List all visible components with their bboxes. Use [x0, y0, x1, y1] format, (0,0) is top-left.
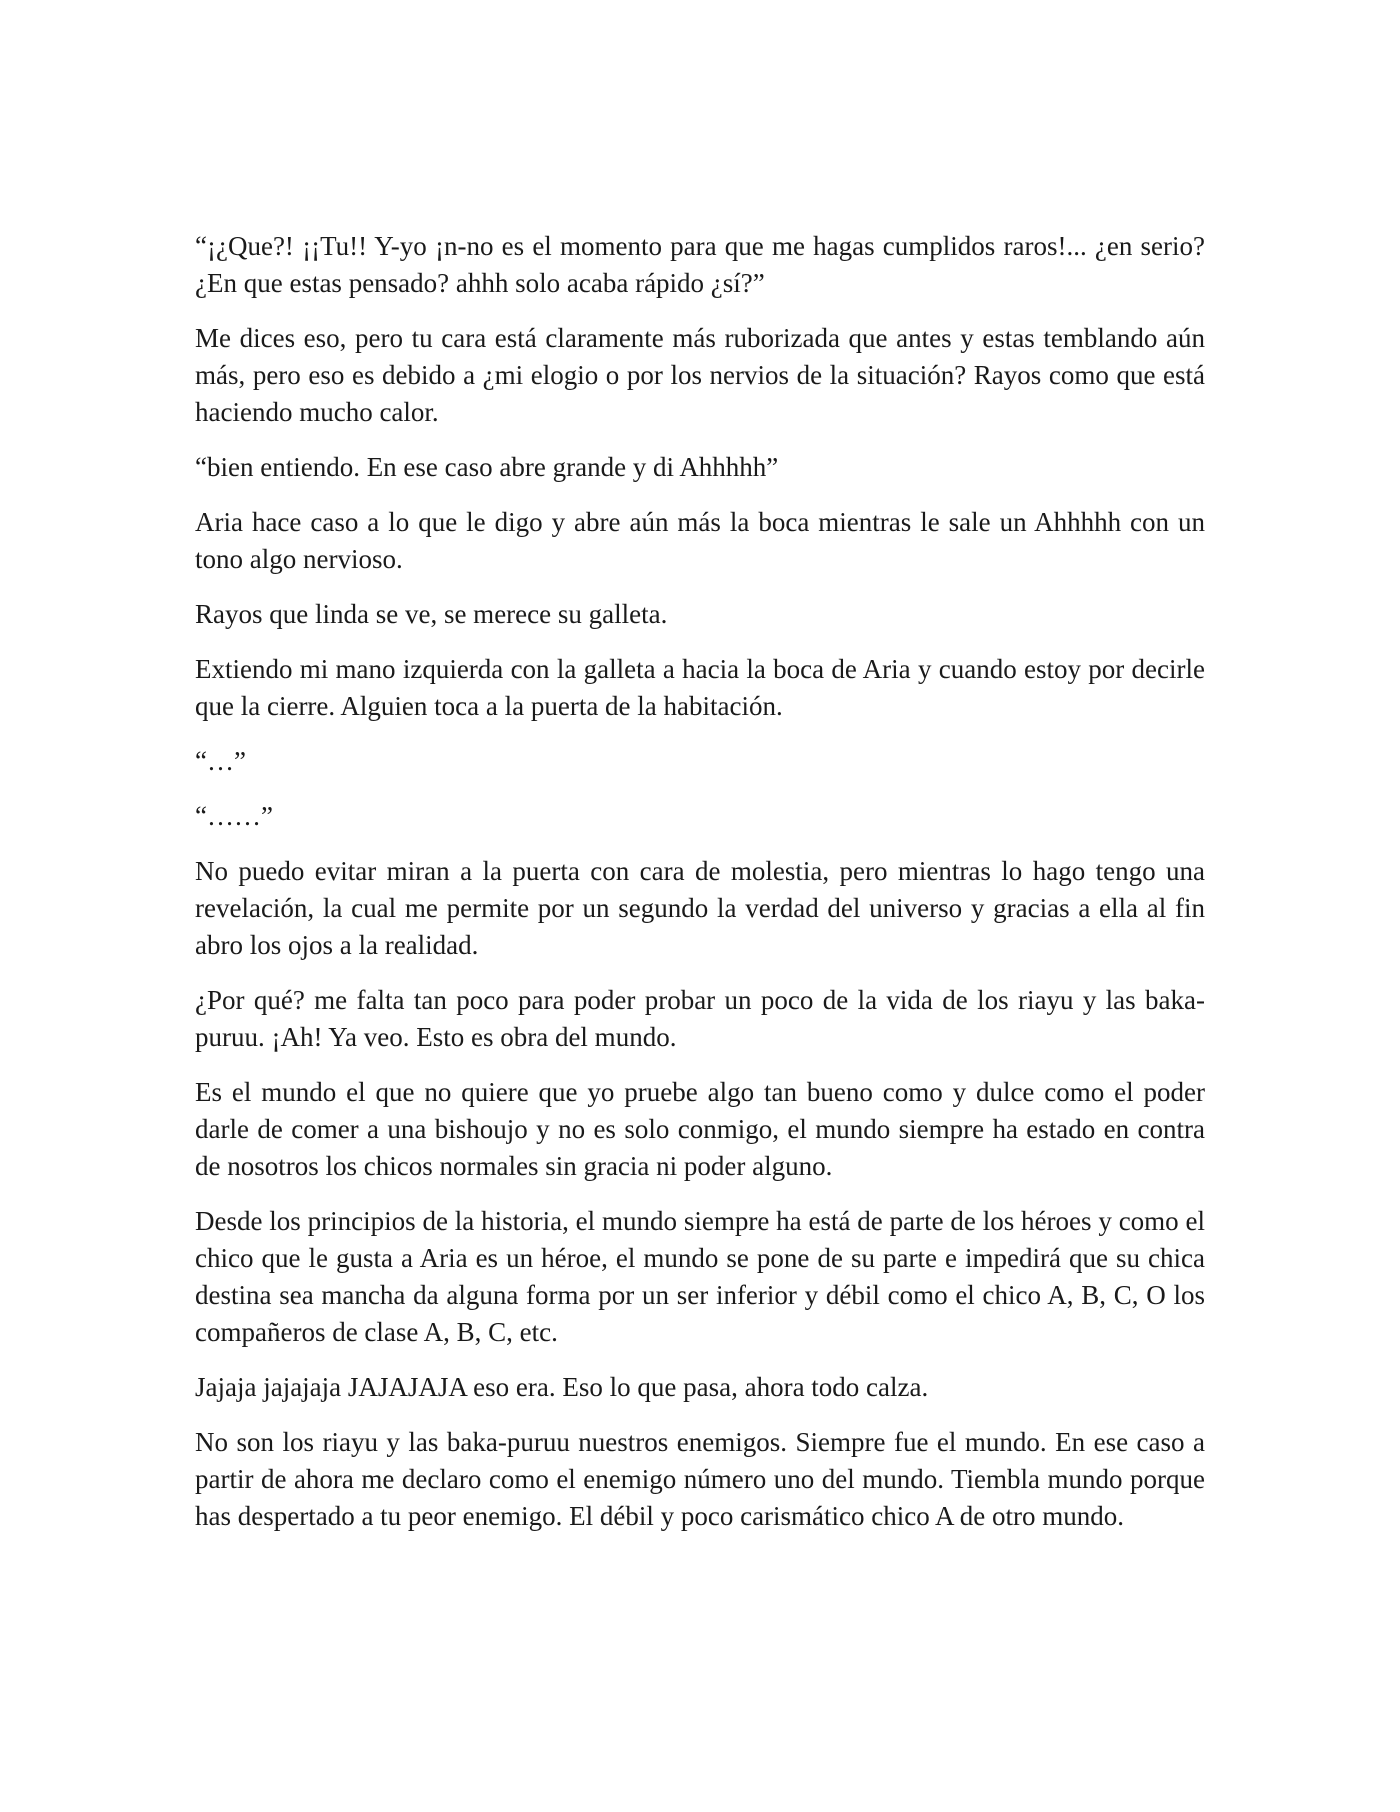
- paragraph-narration-blushing: Me dices eso, pero tu cara está claramente más ruborizada que antes y estas temblando aún más, pero eso es debido a ¿mi elogio o por los nervios de la situación? Rayos como que está haciendo mucho calor.: [195, 323, 1205, 427]
- paragraph-ellipsis-short: “…”: [195, 746, 246, 776]
- paragraph-dialogue-aria-flustered: “¡¿Que?! ¡¡Tu!! Y-yo ¡n-no es el momento para que me hagas cumplidos raros!... ¿en serio? ¿En que estas pensado? ahhh solo acaba rápido ¿sí?”: [195, 231, 1205, 298]
- paragraph-narration-world-against: Es el mundo el que no quiere que yo pruebe algo tan bueno como y dulce como el poder darle de comer a una bishoujo y no es solo conmigo, el mundo siempre ha estado en contra de nosotros los chicos normales sin gracia ni poder alguno.: [195, 1077, 1205, 1181]
- paragraph-dialogue-say-ahh: “bien entiendo. En ese caso abre grande y di Ahhhhh”: [195, 452, 779, 482]
- paragraph-narration-laugh: Jajaja jajajaja JAJAJAJA eso era. Eso lo que pasa, ahora todo calza.: [195, 1372, 929, 1402]
- paragraph-narration-cute: Rayos que linda se ve, se merece su galleta.: [195, 599, 668, 629]
- paragraph-narration-revelation: No puedo evitar miran a la puerta con cara de molestia, pero mientras lo hago tengo una revelación, la cual me permite por un segundo la verdad del universo y gracias a ella al fin abro los ojos a la realidad.: [195, 856, 1205, 960]
- paragraph-narration-aria-opens-mouth: Aria hace caso a lo que le digo y abre aún más la boca mientras le sale un Ahhhhh con un tono algo nervioso.: [195, 507, 1205, 574]
- paragraph-ellipsis-long: “……”: [195, 801, 273, 831]
- paragraph-narration-heroes: Desde los principios de la historia, el mundo siempre ha está de parte de los héroes y como el chico que le gusta a Aria es un héroe, el mundo se pone de su parte e impedirá que su chica destina sea mancha da alguna forma por un ser inferior y débil como el chico A, B, C, O los compañeros de clase A, B, C, etc.: [195, 1206, 1205, 1347]
- document-page: [195, 228, 1205, 1553]
- paragraph-narration-enemy-declaration: No son los riayu y las baka-puruu nuestros enemigos. Siempre fue el mundo. En ese caso a partir de ahora me declaro como el enemigo número uno del mundo. Tiembla mundo porque has despertado a tu peor enemigo. El débil y poco carismático chico A de otro mundo.: [195, 1427, 1205, 1531]
- paragraph-narration-knock: Extiendo mi mano izquierda con la galleta a hacia la boca de Aria y cuando estoy por decirle que la cierre. Alguien toca a la puerta de la habitación.: [195, 654, 1205, 721]
- paragraph-narration-why: ¿Por qué? me falta tan poco para poder probar un poco de la vida de los riayu y las baka-puruu. ¡Ah! Ya veo. Esto es obra del mundo.: [195, 985, 1205, 1052]
